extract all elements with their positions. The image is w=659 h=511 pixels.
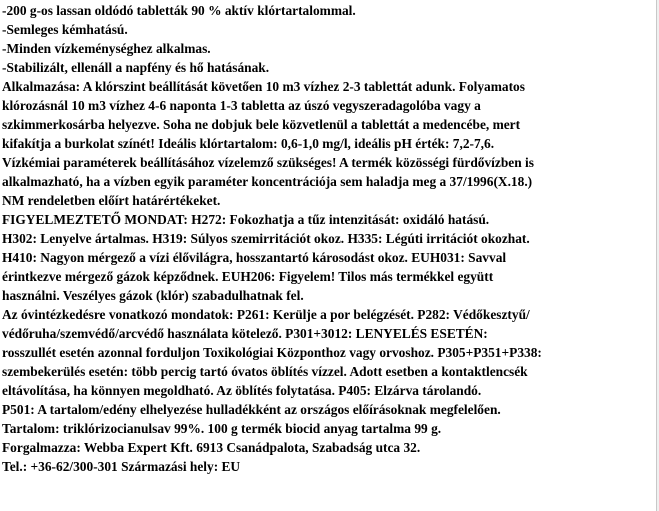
text-line-24: Forgalmazza: Webba Expert Kft. 6913 Csanádpalota, Szabadság utca 32.: [2, 440, 421, 455]
product-label-text: [2, 1, 656, 476]
text-line-18: védőruha/szemvédő/arcvédő használata kötelező. P301+3012: LENYELÉS ESETÉN:: [2, 326, 488, 341]
text-line-13: H302: Lenyelve ártalmas. H319: Súlyos szemirritációt okoz. H335: Légúti irritációt okozhat.: [2, 231, 530, 246]
text-line-1: -200 g-os lassan oldódó tabletták 90 % aktív klórtartalommal.: [2, 3, 356, 18]
text-line-5: Alkalmazása: A klórszint beállítását követően 10 m3 vízhez 2-3 tablettát adunk. Folyamatos: [2, 79, 525, 94]
text-line-15: érintkezve mérgező gázok képződnek. EUH206: Figyelem! Tilos más termékkel együtt: [2, 269, 494, 284]
text-line-11: NM rendeletben előírt határértékeket.: [2, 193, 221, 208]
text-line-8: kifakítja a burkolat színét! Ideális klórtartalom: 0,6-1,0 mg/l, ideális pH érték: 7,2-7,6.: [2, 136, 495, 151]
text-line-25: Tel.: +36-62/300-301 Származási hely: EU: [2, 459, 241, 474]
text-line-20: szembekerülés esetén: több percig tartó óvatos öblítés vízzel. Adott esetben a kontaktlencsék: [2, 364, 528, 379]
text-line-19: rosszullét esetén azonnal forduljon Toxikológiai Központhoz vagy orvoshoz. P305+P351+P338:: [2, 345, 542, 360]
text-line-21: eltávolítása, ha könnyen megoldható. Az öblítés folytatása. P405: Elzárva tárolandó.: [2, 383, 482, 398]
text-line-23: Tartalom: triklórizocianulsav 99%. 100 g termék biocid anyag tartalma 99 g.: [2, 421, 442, 436]
text-line-4: -Stabilizált, ellenáll a napfény és hő hatásának.: [2, 60, 270, 75]
text-line-6: klórozásnál 10 m3 vízhez 4-6 naponta 1-3 tabletta az úszó vegyszeradagolóba vagy a: [2, 98, 481, 113]
text-line-7: szkimmerkosárba helyezve. Soha ne dobjuk bele közvetlenül a tablettát a medencébe, mert: [2, 117, 521, 132]
text-line-3: -Minden vízkeménységhez alkalmas.: [2, 41, 211, 56]
text-line-12: FIGYELMEZTETŐ MONDAT: H272: Fokozhatja a tűz intenzitását: oxidáló hatású.: [2, 212, 490, 227]
text-line-10: alkalmazható, ha a vízben egyik paraméter koncentrációja sem haladja meg a 37/1996(X.18.): [2, 174, 533, 189]
text-line-2: -Semleges kémhatású.: [2, 22, 128, 37]
text-line-9: Vízkémiai paraméterek beállításához vízelemző szükséges! A termék közösségi fürdővízben is: [2, 155, 534, 170]
text-line-17: Az óvintézkedésre vonatkozó mondatok: P261: Kerülje a por belégzését. P282: Védőkesztyű/: [2, 307, 530, 322]
text-line-22: P501: A tartalom/edény elhelyezése hulladékként az országos előírásoknak megfelelően.: [2, 402, 501, 417]
text-line-14: H410: Nagyon mérgező a vízi élővilágra, hosszantartó károsodást okoz. EUH031: Savval: [2, 250, 507, 265]
text-line-16: használni. Veszélyes gázok (klór) szabadulhatnak fel.: [2, 288, 304, 303]
